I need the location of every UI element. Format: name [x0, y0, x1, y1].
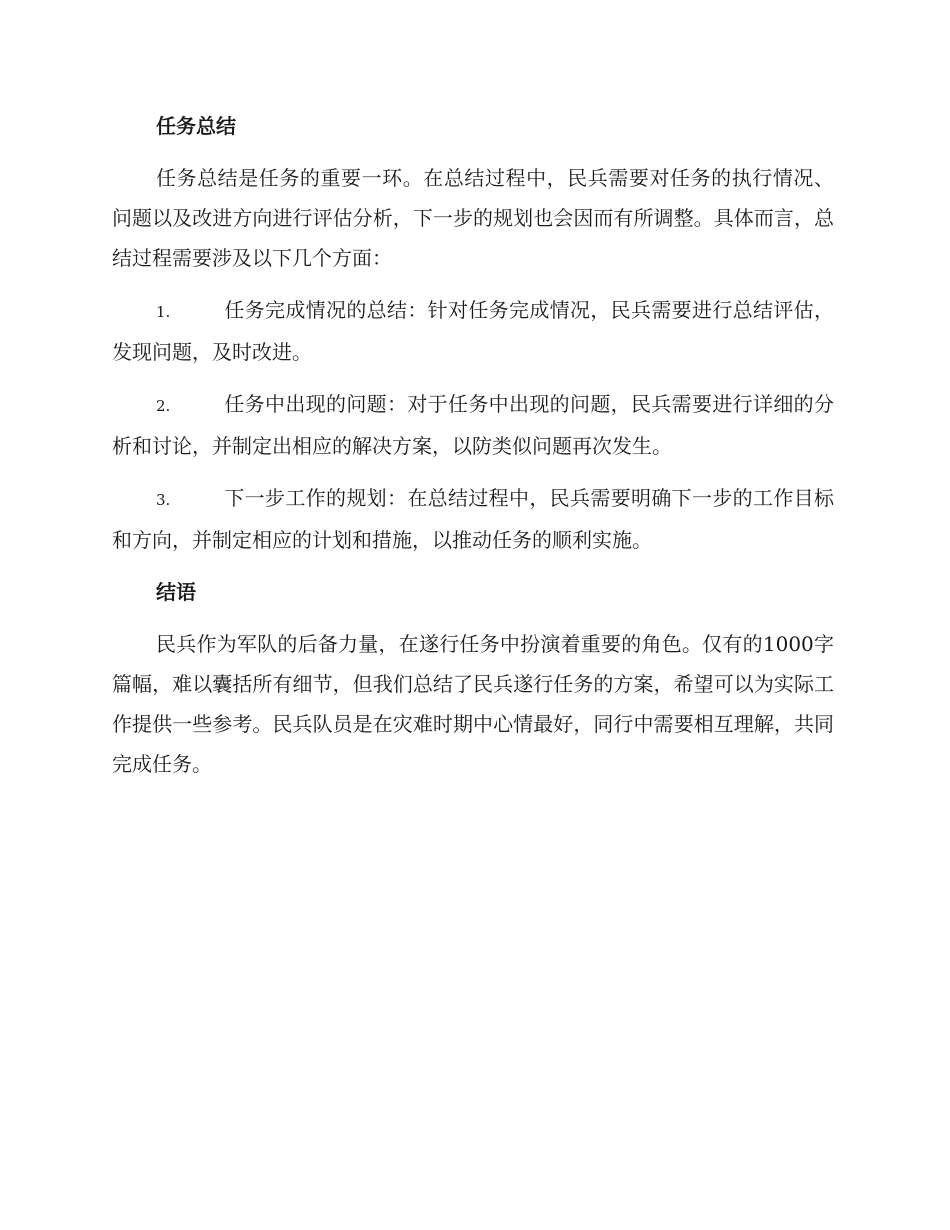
section-heading-conclusion: 结语	[156, 580, 196, 604]
list-item-text: 任务完成情况的总结：针对任务完成情况，民兵需要进行总结评估，发现问题，及时改进。	[112, 298, 834, 364]
list-item	[112, 478, 834, 560]
conclusion-paragraph: 民兵作为军队的后备力量，在遂行任务中扮演着重要的角色。仅有的1000字篇幅，难以囊括所有细节，但我们总结了民兵遂行任务的方案，希望可以为实际工作提供一些参考。民兵队员是在灾难时期中心情最好，同行中需要相互理解，共同完成任务。	[112, 632, 834, 776]
list-item-text: 任务中出现的问题：对于任务中出现的问题，民兵需要进行详细的分析和讨论，并制定出相应的解决方案，以防类似问题再次发生。	[112, 392, 834, 458]
list-item-text: 下一步工作的规划：在总结过程中，民兵需要明确下一步的工作目标和方向，并制定相应的计划和措施，以推动任务的顺利实施。	[112, 486, 834, 552]
list-item	[112, 290, 834, 372]
section-heading-summary: 任务总结	[156, 114, 236, 138]
document-page	[112, 106, 834, 796]
list-item-number: 2.	[156, 397, 171, 415]
list-item	[112, 384, 834, 466]
summary-intro-paragraph: 任务总结是任务的重要一环。在总结过程中，民兵需要对任务的执行情况、问题以及改进方向进行评估分析，下一步的规划也会因而有所调整。具体而言，总结过程需要涉及以下几个方面：	[112, 166, 834, 270]
list-item-number: 3.	[156, 491, 171, 509]
list-item-number: 1.	[156, 303, 171, 321]
